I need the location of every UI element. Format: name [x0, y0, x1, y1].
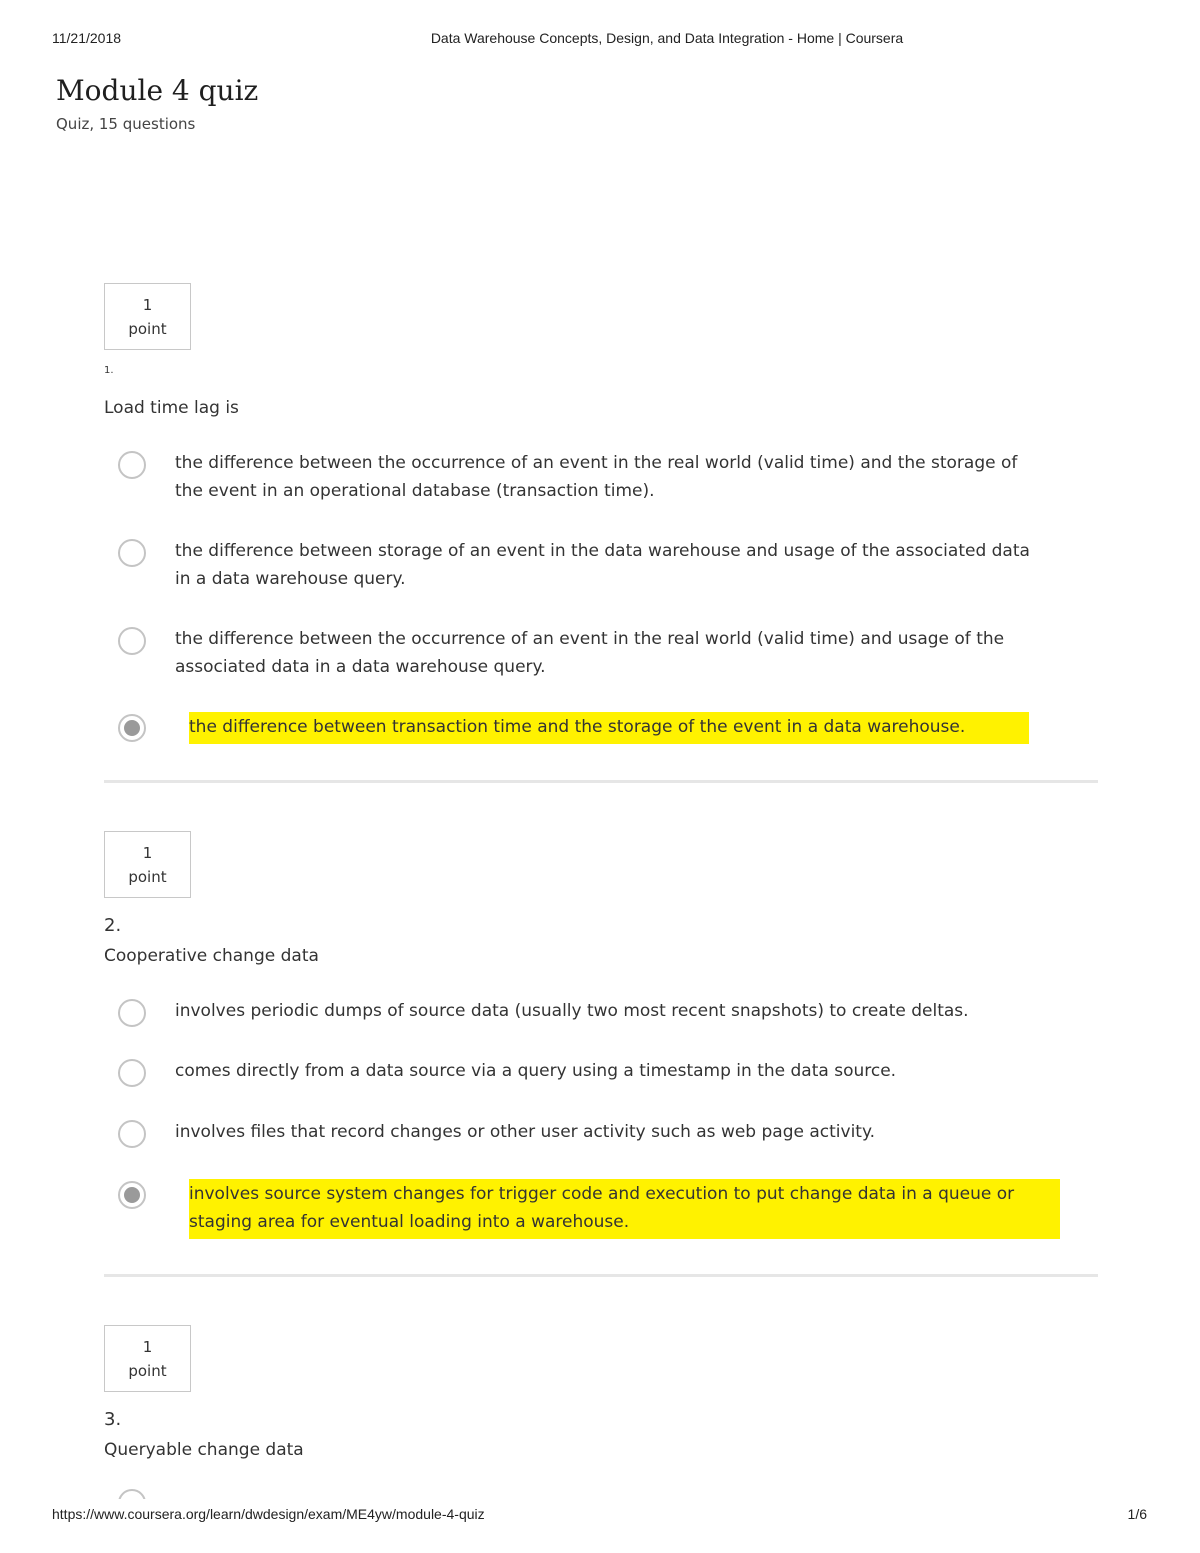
question-text: Load time lag is — [104, 398, 239, 418]
points-box — [104, 283, 191, 350]
option-text: involves periodic dumps of source data (usually two most recent snapshots) to create deltas. — [175, 1001, 969, 1021]
radio-button-selected[interactable] — [118, 714, 146, 742]
question-divider — [104, 780, 1098, 783]
points-value: 1 — [142, 844, 153, 862]
radio-button[interactable] — [118, 539, 146, 567]
radio-button[interactable] — [118, 1059, 146, 1087]
question-divider — [104, 1274, 1098, 1277]
option-text: the difference between storage of an event in the data warehouse and usage of the associated data in a data warehouse query. — [175, 541, 1030, 589]
points-unit: point — [128, 1362, 167, 1380]
option-text-highlighted: the difference between transaction time and the storage of the event in a data warehouse. — [189, 712, 1029, 744]
option-text: the difference between the occurrence of an event in the real world (valid time) and the storage of the event in an operational database (transaction time). — [175, 453, 1018, 501]
option-text-highlighted: involves source system changes for trigger code and execution to put change data in a queue or staging area for eventual loading into a warehouse. — [189, 1179, 1060, 1239]
option-text: comes directly from a data source via a query using a timestamp in the data source. — [175, 1061, 897, 1081]
radio-button[interactable] — [118, 627, 146, 655]
question-number: 2. — [104, 915, 122, 936]
quiz-subtitle: Quiz, 15 questions — [56, 115, 196, 133]
points-unit: point — [128, 868, 167, 886]
radio-button[interactable] — [118, 999, 146, 1027]
points-unit: point — [128, 320, 167, 338]
question-text: Queryable change data — [104, 1440, 304, 1460]
option-text: the difference between the occurrence of an event in the real world (valid time) and usage of the associated data in a data warehouse query. — [175, 629, 1005, 677]
print-page-title: Data Warehouse Concepts, Design, and Data Integration - Home | Coursera — [430, 30, 904, 46]
points-box — [104, 831, 191, 898]
print-header — [0, 30, 1200, 50]
radio-button[interactable] — [118, 1120, 146, 1148]
question-number: 1. — [104, 365, 114, 376]
radio-button[interactable] — [118, 1489, 146, 1499]
print-footer — [0, 1506, 1200, 1526]
quiz-title: Module 4 quiz — [56, 74, 259, 107]
option-text: involves files that record changes or other user activity such as web page activity. — [175, 1122, 876, 1142]
points-box — [104, 1325, 191, 1392]
print-url: https://www.coursera.org/learn/dwdesign/exam/ME4yw/module-4-quiz — [52, 1506, 485, 1522]
question-text: Cooperative change data — [104, 946, 319, 966]
radio-button-selected[interactable] — [118, 1181, 146, 1209]
option-1-partial[interactable] — [118, 1487, 1078, 1499]
radio-button[interactable] — [118, 451, 146, 479]
points-value: 1 — [142, 296, 153, 314]
print-date: 11/21/2018 — [52, 30, 122, 46]
question-number: 3. — [104, 1409, 122, 1430]
points-value: 1 — [142, 1338, 153, 1356]
print-page-number: 1/6 — [1127, 1506, 1147, 1522]
